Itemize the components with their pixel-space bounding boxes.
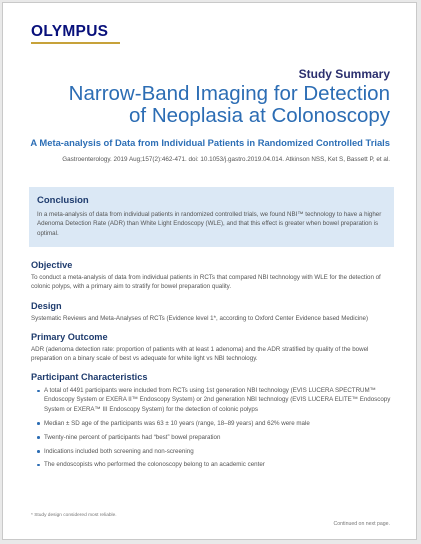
continued-note: Continued on next page.	[333, 521, 390, 527]
title-line-1: Narrow-Band Imaging for Detection	[68, 82, 390, 105]
list-item: Indications included both screening and non-screening	[37, 447, 393, 456]
participant-characteristics-section	[31, 372, 393, 474]
citation: Gastroenterology. 2019 Aug;157(2):462-471. doi: 10.1053/j.gastro.2019.04.014. Atkinson NSS, Ket S, Bassett P, et al.	[62, 156, 390, 163]
participant-list	[31, 386, 393, 470]
footnote: * Study design considered most reliable.	[31, 513, 117, 518]
list-item: Twenty-nine percent of participants had “best” bowel preparation	[37, 433, 393, 442]
list-item: A total of 4491 participants were included from RCTs using 1st generation NBI technology (EVIS LUCERA SPECTRUM™ Endoscopy System or EXERA II™ Endoscopy System) or 2nd generation NBI technology (EVIS LUCERA ELITE™ Endoscopy System or EXERA™ III Endoscopy System) for the detection of colonic polyps	[37, 386, 393, 414]
design-text: Systematic Reviews and Meta-Analyses of RCTs (Evidence level 1*, according to Oxford Center Evidence based Medicine)	[31, 315, 369, 322]
primary-outcome-text: ADR (adenoma detection rate: proportion of patients with at least 1 adenoma) and the ADR stratified by quality of the bowel preparation on a binary scale of best vs adequate for white light vs NBI technology.	[31, 346, 369, 363]
title-line-2: of Neoplasia at Colonoscopy	[129, 104, 390, 127]
design-section	[31, 301, 393, 323]
page-title	[10, 83, 390, 127]
document-page	[2, 2, 417, 540]
page-subtitle: A Meta-analysis of Data from Individual Patients in Randomized Controlled Trials	[30, 137, 390, 148]
primary-outcome-heading: Primary Outcome	[31, 332, 108, 342]
objective-text: To conduct a meta-analysis of data from individual patients in RCTs that compared NBI technology with WLE for the detection of colonic polyps, with a primary aim to stratify for bowel preparation quality.	[31, 274, 381, 291]
objective-heading: Objective	[31, 260, 73, 270]
primary-outcome-section	[31, 332, 393, 364]
list-item: Median ± SD age of the participants was 63 ± 10 years (range, 18–89 years) and 62% were male	[37, 419, 393, 428]
conclusion-text: In a meta-analysis of data from individual patients in randomized controlled trials, we found NBI™ technology to have a higher Adenoma Detection Rate (ADR) than White Light Endoscopy (WLE), and that this effect is greater when bowel preparation is optimal.	[37, 211, 382, 237]
conclusion-heading: Conclusion	[37, 195, 89, 206]
conclusion-box	[29, 187, 394, 247]
list-item: The endoscopists who performed the colonoscopy belong to an academic center	[37, 460, 393, 469]
olympus-logo: OLYMPUS	[31, 23, 109, 40]
design-heading: Design	[31, 301, 62, 311]
study-summary-label: Study Summary	[298, 67, 390, 81]
logo-underline	[31, 42, 120, 44]
participant-characteristics-heading: Participant Characteristics	[31, 372, 148, 382]
objective-section	[31, 260, 393, 292]
